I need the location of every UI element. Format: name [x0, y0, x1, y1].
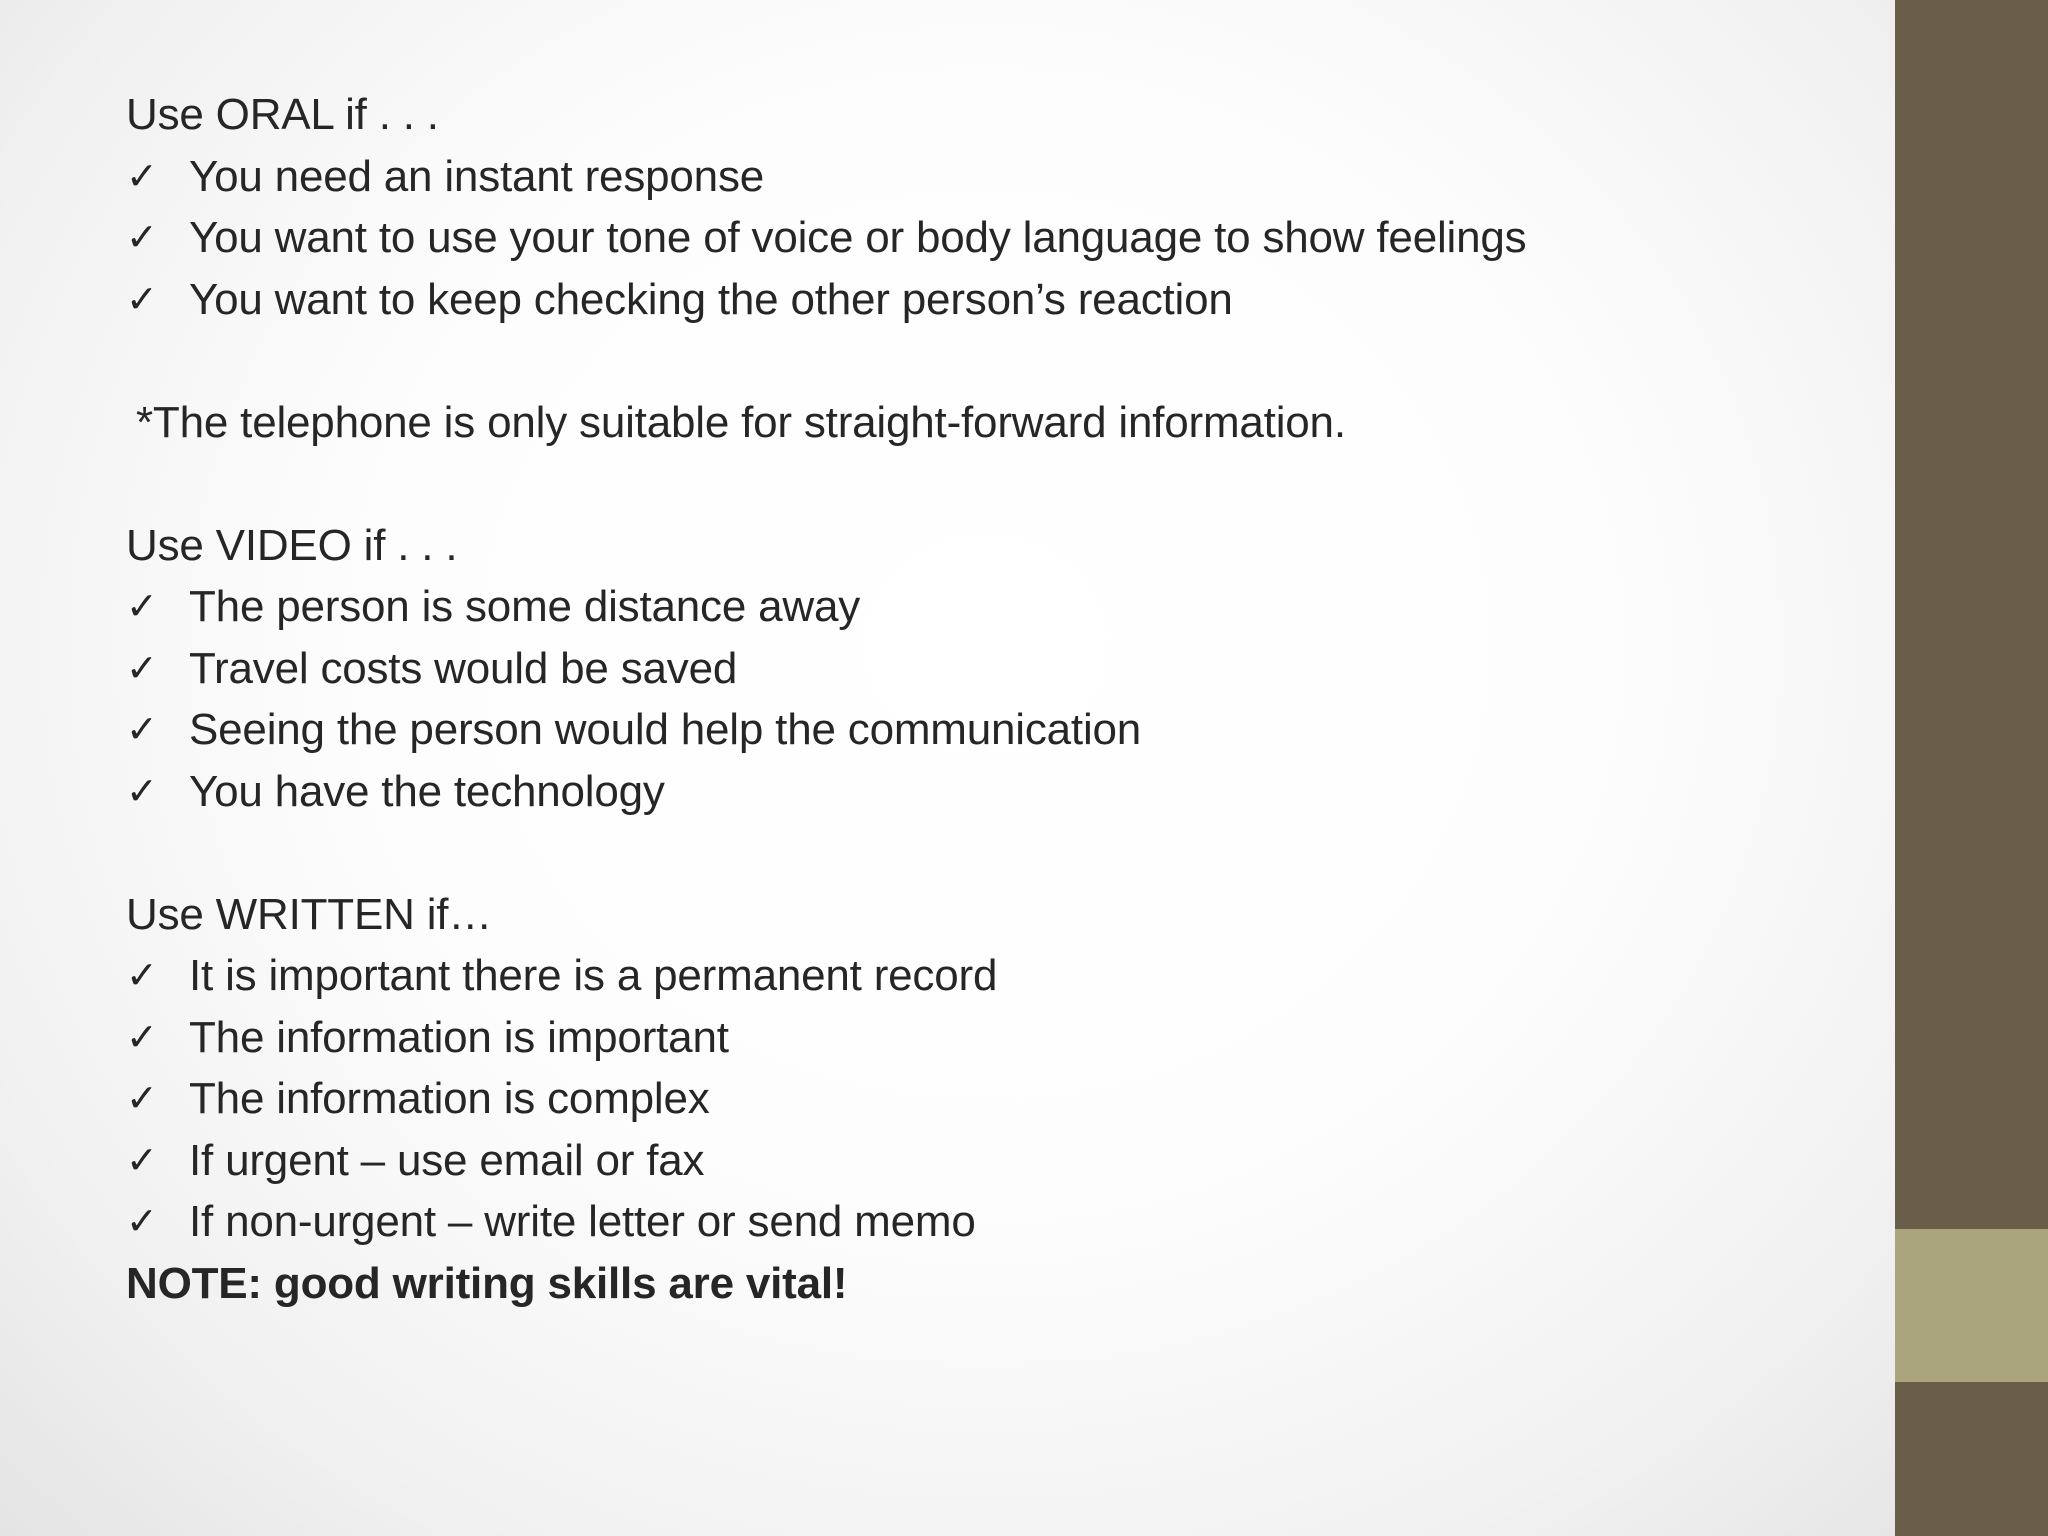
check-icon: ✓	[126, 215, 158, 259]
video-item-text: You have the technology	[189, 766, 665, 816]
written-item-text: The information is complex	[189, 1074, 710, 1123]
video-item	[126, 761, 1866, 823]
video-item-text: The person is some distance away	[189, 582, 861, 631]
check-icon: ✓	[126, 707, 158, 751]
check-icon: ✓	[126, 645, 158, 690]
telephone-note: *The telephone is only suitable for straight-forward information.	[136, 397, 1346, 447]
written-item-text: The information is important	[189, 1012, 729, 1062]
written-item	[126, 1068, 1866, 1130]
slide-content	[126, 84, 1866, 1314]
written-item-text: It is important there is a permanent record	[189, 951, 998, 1000]
oral-heading: Use ORAL if . . .	[126, 90, 439, 139]
video-item-text: Travel costs would be saved	[189, 643, 738, 693]
oral-item	[126, 269, 1866, 331]
written-item	[126, 1130, 1866, 1192]
spacer	[126, 822, 1866, 884]
check-icon: ✓	[126, 153, 158, 198]
check-icon: ✓	[126, 584, 158, 628]
written-item	[126, 945, 1866, 1007]
written-item-text: If non-urgent – write letter or send memo	[189, 1197, 976, 1246]
video-item	[126, 638, 1866, 700]
written-item-text: If urgent – use email or fax	[189, 1135, 705, 1185]
video-item	[126, 699, 1866, 761]
check-icon: ✓	[126, 1199, 158, 1243]
oral-item	[126, 146, 1866, 208]
written-item	[126, 1007, 1866, 1069]
spacer	[126, 330, 1866, 392]
side-decoration-accent	[1895, 1229, 2048, 1382]
video-heading: Use VIDEO if . . .	[126, 520, 458, 570]
check-icon: ✓	[126, 276, 158, 321]
check-icon: ✓	[126, 1076, 158, 1120]
video-item-text: Seeing the person would help the communication	[189, 705, 1142, 754]
check-icon: ✓	[126, 768, 158, 813]
oral-item-text: You want to keep checking the other person’s reaction	[189, 274, 1233, 324]
oral-item-text: You want to use your tone of voice or body language to show feelings	[189, 213, 1527, 262]
video-item	[126, 576, 1866, 638]
check-icon: ✓	[126, 953, 158, 997]
check-icon: ✓	[126, 1014, 158, 1059]
final-note: NOTE: good writing skills are vital!	[126, 1258, 848, 1308]
oral-item-text: You need an instant response	[189, 151, 765, 201]
check-icon: ✓	[126, 1137, 158, 1182]
spacer	[126, 453, 1866, 515]
oral-item	[126, 207, 1866, 269]
written-item	[126, 1191, 1866, 1253]
written-heading: Use WRITTEN if…	[126, 889, 493, 939]
